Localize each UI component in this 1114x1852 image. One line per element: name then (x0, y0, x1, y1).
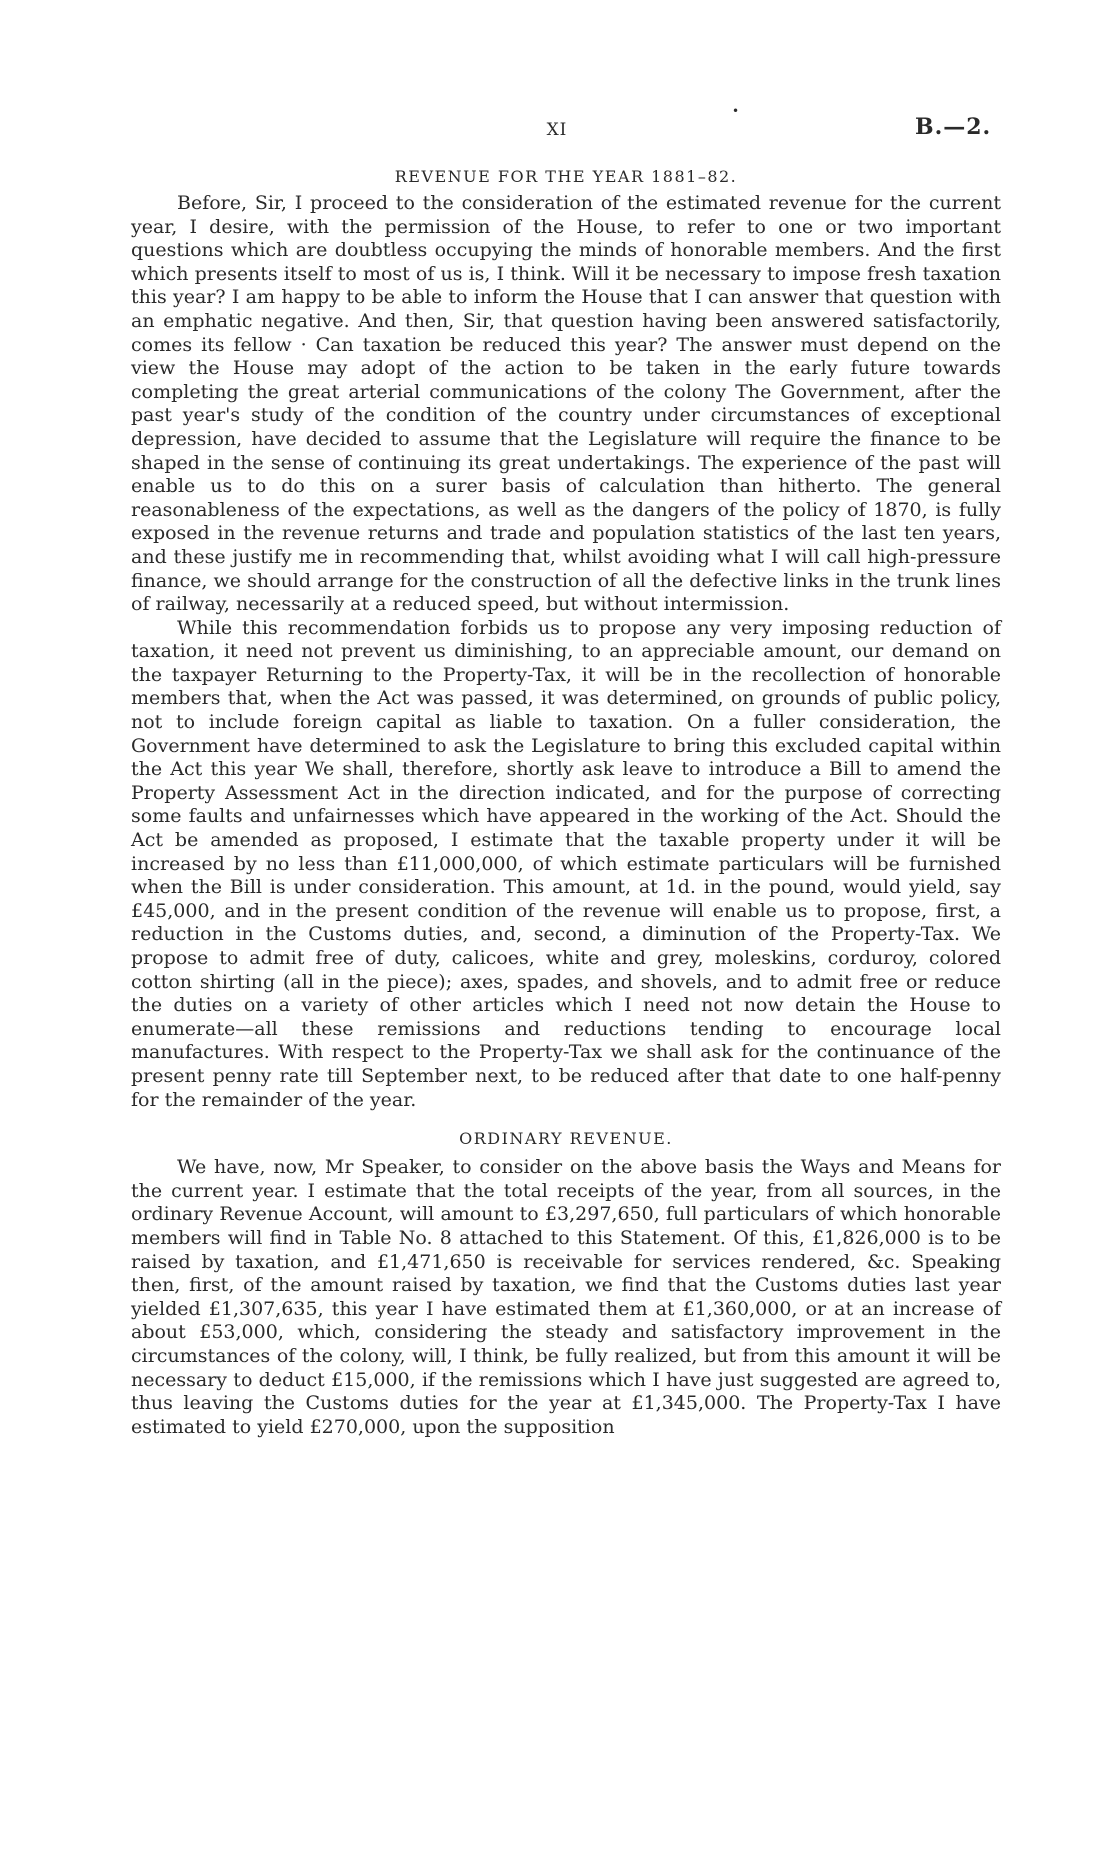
page-body (131, 166, 1001, 1439)
document-reference: B.—2. (915, 114, 992, 140)
paragraph-property-tax: While this recommendation forbids us to propose any very imposing reduction of taxation, it need not prevent us diminishing, to an appreciable amount, our demand on the taxpayer Returning to the Property-Tax, it will be in the recollection of honorable members that, when the Act was passed, it was determined, on grounds of public policy, not to include foreign capital as liable to taxation. On a fuller consideration, the Government have determined to ask the Legislature to bring this excluded capital within the Act this year We shall, therefore, shortly ask leave to introduce a Bill to amend the Property Assessment Act in the direction indicated, and for the purpose of correcting some faults and unfairnesses which have appeared in the working of the Act. Should the Act be amended as proposed, I estimate that the taxable property under it will be increased by no less than £11,000,000, of which estimate particulars will be furnished when the Bill is under consideration. This amount, at 1d. in the pound, would yield, say £45,000, and in the present condition of the revenue will enable us to propose, first, a reduction in the Customs duties, and, second, a diminution of the Property-Tax. We propose to admit free of duty, calicoes, white and grey, moleskins, corduroy, colored cotton shirting (all in the piece); axes, spades, and shovels, and to admit free or reduce the duties on a variety of other articles which I need not now detain the House to enumerate—all these remissions and reductions tending to encourage local manufactures. With respect to the Property-Tax we shall ask for the continuance of the present penny rate till September next, to be reduced after that date to one half-penny for the remainder of the year. (131, 616, 1001, 1111)
page-header (0, 100, 1114, 140)
header-dot: • (732, 104, 740, 118)
section-heading-ordinary-revenue: ORDINARY REVENUE. (459, 1129, 673, 1149)
page-number: XI (546, 120, 568, 140)
paragraph-revenue-intro: Before, Sir, I proceed to the consideration of the estimated revenue for the current year, I desire, with the permission of the House, to refer to one or two important questions which are doubtless occupying the minds of honorable members. And the first which presents itself to most of us is, I think. Will it be necessary to impose fresh taxation this year? I am happy to be able to inform the House that I can answer that question with an emphatic negative. And then, Sir, that question having been answered satisfactorily, comes its fellow · Can taxation be reduced this year? The answer must depend on the view the House may adopt of the action to be taken in the early future towards completing the great arterial communications of the colony The Government, after the past year's study of the condition of the country under circumstances of exceptional depression, have decided to assume that the Legislature will require the finance to be shaped in the sense of continuing its great undertakings. The experience of the past will enable us to do this on a surer basis of calculation than hitherto. The general reasonableness of the expectations, as well as the dangers of the policy of 1870, is fully exposed in the revenue returns and trade and population statistics of the last ten years, and these justify me in recommending that, whilst avoiding what I will call high-pressure finance, we should arrange for the construction of all the defective links in the trunk lines of railway, necessarily at a reduced speed, but without intermission. (131, 192, 1001, 616)
paragraph-ways-and-means: We have, now, Mr Speaker, to consider on the above basis the Ways and Means for the current year. I estimate that the total receipts of the year, from all sources, in the ordinary Revenue Account, will amount to £3,297,650, full particulars of which honorable members will find in Table No. 8 attached to this Statement. Of this, £1,826,000 is to be raised by taxation, and £1,471,650 is receivable for services rendered, &c. Speaking then, first, of the amount raised by taxation, we find that the Customs duties last year yielded £1,307,635, this year I have estimated them at £1,360,000, or at an increase of about £53,000, which, considering the steady and satisfactory improvement in the circumstances of the colony, will, I think, be fully realized, but from this amount it will be necessary to deduct £15,000, if the remissions which I have just suggested are agreed to, thus leaving the Customs duties for the year at £1,345,000. The Property-Tax I have estimated to yield £270,000, upon the supposition (131, 1156, 1001, 1438)
section-heading-revenue: REVENUE FOR THE YEAR 1881–82. (394, 167, 738, 186)
